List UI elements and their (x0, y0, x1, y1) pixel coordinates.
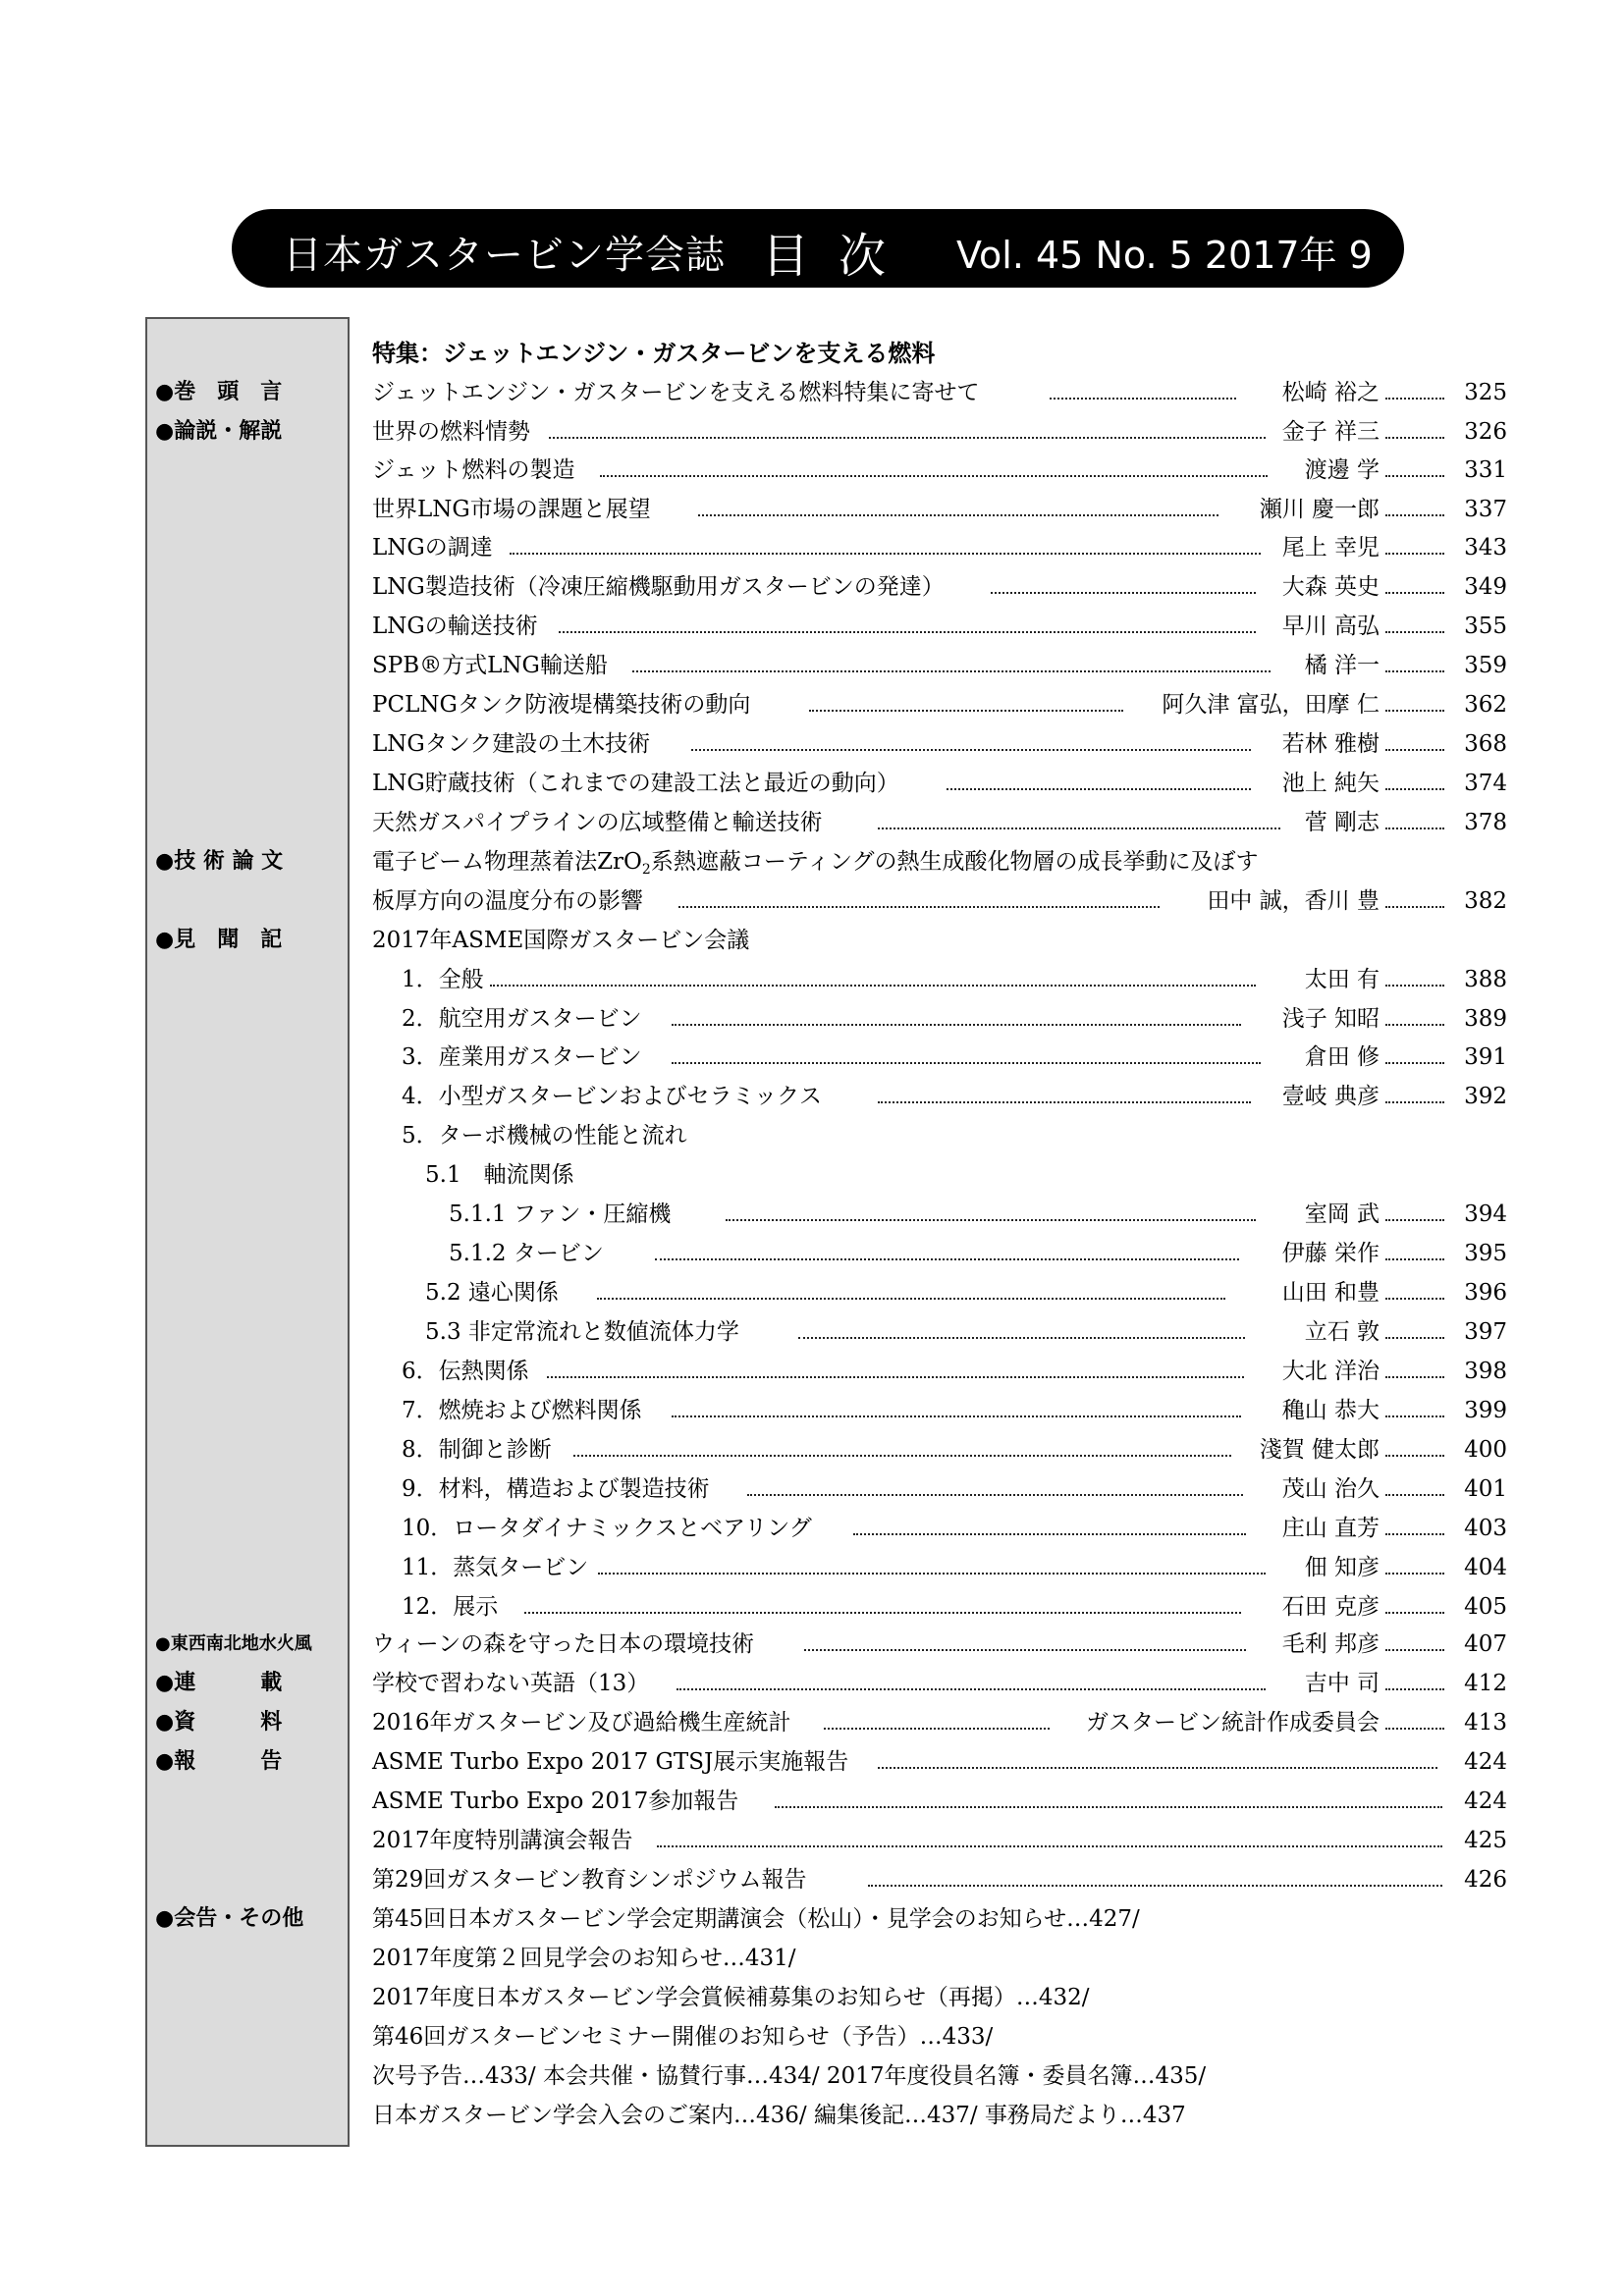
toc-entry: 10．ロータダイナミックスとベアリング 庄山 直芳 403 (402, 1516, 1507, 1541)
toc-entry: LNG製造技術（冷凍圧縮機駆動用ガスタービンの発達） 大森 英史 349 (372, 574, 1507, 600)
notice-line: 2017年度第２回見学会のお知らせ…431/ (372, 1946, 796, 1971)
notice-line: 第45回日本ガスタービン学会定期講演会（松山）・見学会のお知らせ…427/ (372, 1906, 1140, 1932)
toc-entry: 7．燃焼および燃料関係 穐山 恭大 399 (402, 1398, 1507, 1423)
section-technical-paper: ●技 術 論 文 (155, 849, 284, 874)
column-divider (348, 317, 350, 2147)
section-column: ●東西南北地水火風 (155, 1633, 312, 1654)
toc-entry: ジェット燃料の製造 渡邊 学 331 (372, 457, 1507, 483)
toc-entry: PCLNGタンク防液堤構築技術の動向 阿久津 富弘，田摩 仁 362 (372, 692, 1507, 718)
section-review: ●論説・解説 (155, 419, 283, 444)
toc-entry: 1．全般 太田 有 388 (402, 967, 1507, 992)
section-data: ●資 料 (155, 1710, 283, 1735)
toc-entry: 6．伝熱関係 大北 洋治 398 (402, 1359, 1507, 1384)
toc-entry: 12．展示 石田 克彦 405 (402, 1594, 1507, 1620)
toc-entry: 5.3 非定常流れと数値流体力学 立石 敦 397 (425, 1319, 1507, 1345)
toc-entry: 8．制御と診断 淺賀 健太郎 400 (402, 1437, 1507, 1463)
toc-entry: 11．蒸気タービン 佃 知彦 404 (402, 1555, 1507, 1580)
toc-entry: ジェットエンジン・ガスタービンを支える燃料特集に寄せて 松崎 裕之 325 (372, 380, 1507, 405)
toc-entry: 9．材料，構造および製造技術 茂山 治久 401 (402, 1476, 1507, 1502)
notice-line: 次号予告…433/ 本会共催・協賛行事…434/ 2017年度役員名簿・委員名簿…435/ (372, 2063, 1207, 2089)
toc-entry: 4．小型ガスタービンおよびセラミックス 壹岐 典彦 392 (402, 1084, 1507, 1109)
toc-entry: 5.2 遠心関係 山田 和豊 396 (425, 1280, 1507, 1306)
section-notices: ●会告・その他 (155, 1906, 304, 1931)
toc-entry: SPB®方式LNG輸送船 橘 洋一 359 (372, 653, 1507, 678)
journal-header (232, 209, 1404, 331)
toc-entry: 世界の燃料情勢 金子 祥三 326 (372, 419, 1507, 445)
special-feature-title: 特集：ジェットエンジン・ガスタービンを支える燃料 (372, 340, 936, 367)
toc-entry: 学校で習わない英語（13） 吉中 司 412 (372, 1671, 1507, 1696)
volume-info: Vol. 45 No. 5 2017年 9月 (956, 234, 1373, 331)
toc-entry: LNG貯蔵技術（これまでの建設工法と最近の動向） 池上 純矢 374 (372, 771, 1507, 796)
toc-entry-heading: 2017年ASME国際ガスタービン会議 (372, 928, 750, 953)
journal-title: 日本ガスタービン学会誌 (283, 233, 726, 278)
toc-entry: 5.1.2 タービン 伊藤 栄作 395 (449, 1241, 1507, 1266)
toc-entry: LNGの輸送技術 早川 高弘 355 (372, 614, 1507, 639)
toc-entry: LNGタンク建設の土木技術 若林 雅樹 368 (372, 731, 1507, 757)
section-foreword: ●巻 頭 言 (155, 380, 283, 404)
toc-entry: 3．産業用ガスタービン 倉田 修 391 (402, 1044, 1507, 1070)
section-reports: ●報 告 (155, 1749, 283, 1774)
notice-line: 日本ガスタービン学会入会のご案内…436/ 編集後記…437/ 事務局だより…437 (372, 2103, 1186, 2128)
toc-entry: 天然ガスパイプラインの広域整備と輸送技術 菅 剛志 378 (372, 810, 1507, 835)
toc-entry-heading: 5.1 軸流関係 (425, 1162, 574, 1188)
contents-label: 目次 (762, 229, 916, 284)
notice-line: 第46回ガスタービンセミナー開催のお知らせ（予告）…433/ (372, 2024, 994, 2050)
toc-entry: ASME Turbo Expo 2017 GTSJ展示実施報告 424 (372, 1749, 1507, 1775)
section-report-visit: ●見 聞 記 (155, 928, 283, 952)
notice-line: 2017年度日本ガスタービン学会賞候補募集のお知らせ（再掲）…432/ (372, 1985, 1090, 2010)
toc-entry-title-line1: 電子ビーム物理蒸着法ZrO$_2$系熱遮蔽コーティングの熱生成酸化物層の成長挙動に及ぼす (372, 849, 1259, 878)
toc-entry: ウィーンの森を守った日本の環境技術 毛利 邦彦 407 (372, 1631, 1507, 1657)
section-sidebar (145, 317, 348, 2147)
toc-entry: 板厚方向の温度分布の影響 田中 誠，香川 豊 382 (372, 888, 1507, 914)
toc-entry: 5.1.1 ファン・圧縮機 室岡 武 394 (449, 1201, 1507, 1227)
section-serial: ●連 載 (155, 1671, 283, 1695)
toc-entry: 第29回ガスタービン教育シンポジウム報告 426 (372, 1867, 1507, 1893)
toc-entry: 2．航空用ガスタービン 浅子 知昭 389 (402, 1006, 1507, 1032)
toc-entry: ASME Turbo Expo 2017参加報告 424 (372, 1789, 1507, 1814)
toc-entry: LNGの調達 尾上 幸児 343 (372, 535, 1507, 561)
toc-entry: 世界LNG市場の課題と展望 瀬川 慶一郎 337 (372, 497, 1507, 522)
toc-entry: 2017年度特別講演会報告 425 (372, 1828, 1507, 1853)
toc-entry-heading: 5．ターボ機械の性能と流れ (402, 1123, 687, 1148)
toc-entry: 2016年ガスタービン及び過給機生産統計 ガスタービン統計作成委員会 413 (372, 1710, 1507, 1735)
